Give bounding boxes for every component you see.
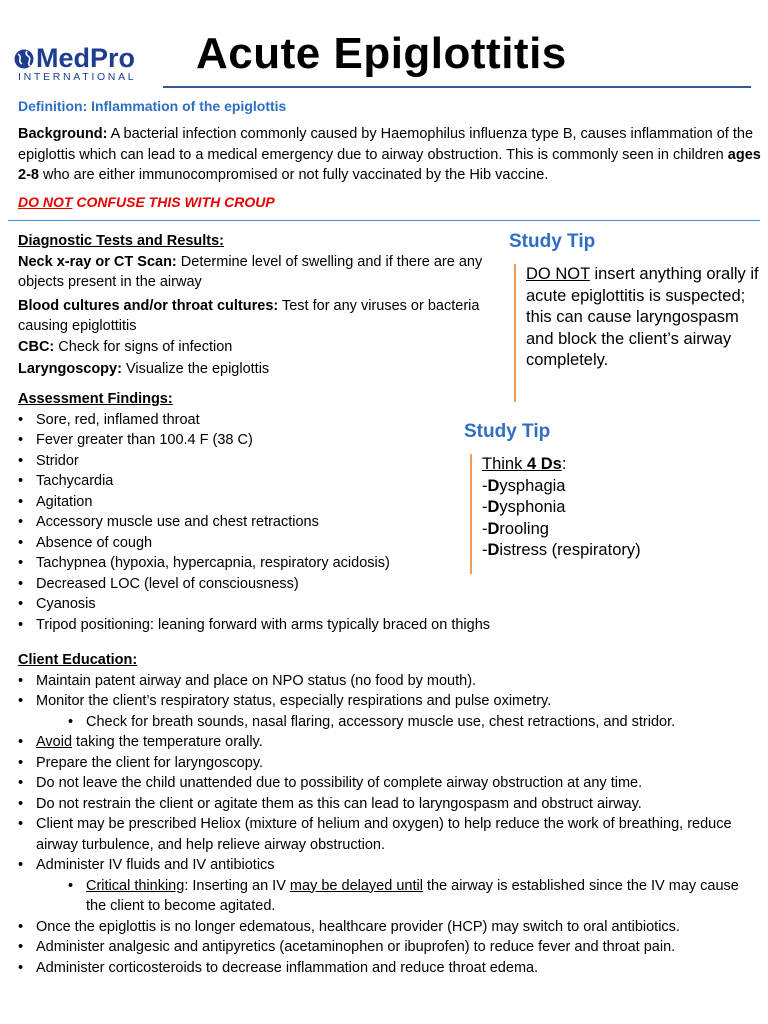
list-item: • Accessory muscle use and chest retractions	[18, 512, 558, 533]
diagnostic-item: Blood cultures and/or throat cultures: Test for any viruses or bacteria causing epiglottitis	[18, 297, 480, 334]
list-item: • Administer IV fluids and IV antibiotics	[18, 855, 758, 876]
list-item: • Do not restrain the client or agitate them as this can lead to laryngospasm and obstruct airway.	[18, 794, 758, 815]
diagnostic-heading: Diagnostic Tests and Results:	[18, 233, 224, 249]
list-item: • Stridor	[18, 451, 558, 472]
study-tip-1-title: Study Tip	[509, 231, 596, 252]
background-ages: ages 2-8	[18, 146, 761, 183]
list-item: • Fever greater than 100.4 F (38 C)	[18, 430, 558, 451]
list-item: • Sore, red, inflamed throat	[18, 410, 558, 431]
list-item: • Decreased LOC (level of consciousness)	[18, 574, 558, 595]
section-divider	[8, 220, 760, 221]
list-item: • Tachypnea (hypoxia, hypercapnia, respiratory acidosis)	[18, 553, 558, 574]
list-subitem: • Check for breath sounds, nasal flaring, accessory muscle use, chest retractions, and stridor.	[18, 712, 758, 733]
assessment-heading: Assessment Findings:	[18, 391, 173, 407]
diagnostic-section	[18, 231, 488, 380]
tip2-heading: Think 4 Ds:	[482, 455, 567, 473]
education-list	[18, 671, 758, 979]
list-item: • Monitor the client’s respiratory status, especially respirations and pulse oximetry.	[18, 691, 758, 712]
list-item: • Maintain patent airway and place on NPO status (no food by mouth).	[18, 671, 758, 692]
croup-warning	[18, 194, 275, 210]
list-item: • Agitation	[18, 492, 558, 513]
warning-rest: CONFUSE THIS WITH CROUP	[72, 194, 275, 210]
definition: Definition: Inflammation of the epiglottis	[18, 98, 287, 114]
background-text-1: A bacterial infection commonly caused by Haemophilus influenza type B, causes inflammation of the epiglottis which can lead to a medical emergency due to airway obstruction. This is commonly seen in children	[18, 126, 754, 163]
diagnostic-item: CBC: Check for signs of infection	[18, 338, 233, 355]
page-title: Acute Epiglottitis	[196, 29, 567, 78]
study-tip-2-box	[470, 454, 722, 574]
diagnostic-item: Neck x-ray or CT Scan: Determine level of swelling and if there are any objects present in the airway	[18, 253, 483, 290]
study-tip-2-title: Study Tip	[464, 421, 551, 442]
background-text-2: who are either immunocompromised or not fully vaccinated by the Hib vaccine.	[38, 167, 549, 183]
tip1-text: insert anything orally if acute epiglottitis is suspected; this can cause laryngospasm and block the client’s airway completely.	[526, 265, 759, 369]
list-item: • Cyanosis	[18, 594, 558, 615]
list-item: • Avoid taking the temperature orally.	[18, 732, 758, 753]
list-item: • Do not leave the child unattended due to possibility of complete airway obstruction at any time.	[18, 773, 758, 794]
study-tip-1-box	[514, 264, 762, 402]
brand-name: MedPro	[36, 43, 136, 73]
tip2-d-item: -Dysphonia	[482, 498, 566, 516]
tip2-d-item: -Dysphagia	[482, 476, 566, 495]
diagnostic-item: Laryngoscopy: Visualize the epiglottis	[18, 361, 270, 377]
list-item: • Administer corticosteroids to decrease inflammation and reduce throat edema.	[18, 958, 758, 979]
list-subitem: • Critical thinking: Inserting an IV may be delayed until the airway is established since the IV may cause the client to become agitated.	[18, 876, 758, 917]
list-item: • Once the epiglottis is no longer edematous, healthcare provider (HCP) may switch to oral antibiotics.	[18, 917, 758, 938]
list-item: • Client may be prescribed Heliox (mixture of helium and oxygen) to help reduce the work of breathing, reduce airway turbulence, and help relieve airway obstruction.	[18, 814, 758, 855]
tip2-d-item: -Distress (respiratory)	[482, 541, 641, 559]
list-item: • Absence of cough	[18, 533, 558, 554]
header-divider	[163, 86, 751, 88]
background-paragraph	[18, 124, 762, 186]
brand-tagline: INTERNATIONAL	[18, 71, 137, 83]
tip1-do-not: DO NOT	[526, 265, 590, 283]
list-item: • Tripod positioning: leaning forward with arms typically braced on thighs	[18, 615, 558, 636]
list-item: • Prepare the client for laryngoscopy.	[18, 753, 758, 774]
logo	[13, 44, 158, 84]
warning-do-not: DO NOT	[18, 194, 73, 210]
tip2-d-item: -Drooling	[482, 519, 549, 538]
list-item: • Administer analgesic and antipyretics (acetaminophen or ibuprofen) to reduce fever and throat pain.	[18, 937, 758, 958]
education-heading: Client Education:	[18, 652, 138, 668]
list-item: • Tachycardia	[18, 471, 558, 492]
client-education-section	[18, 650, 758, 978]
background-label: Background:	[18, 126, 108, 142]
